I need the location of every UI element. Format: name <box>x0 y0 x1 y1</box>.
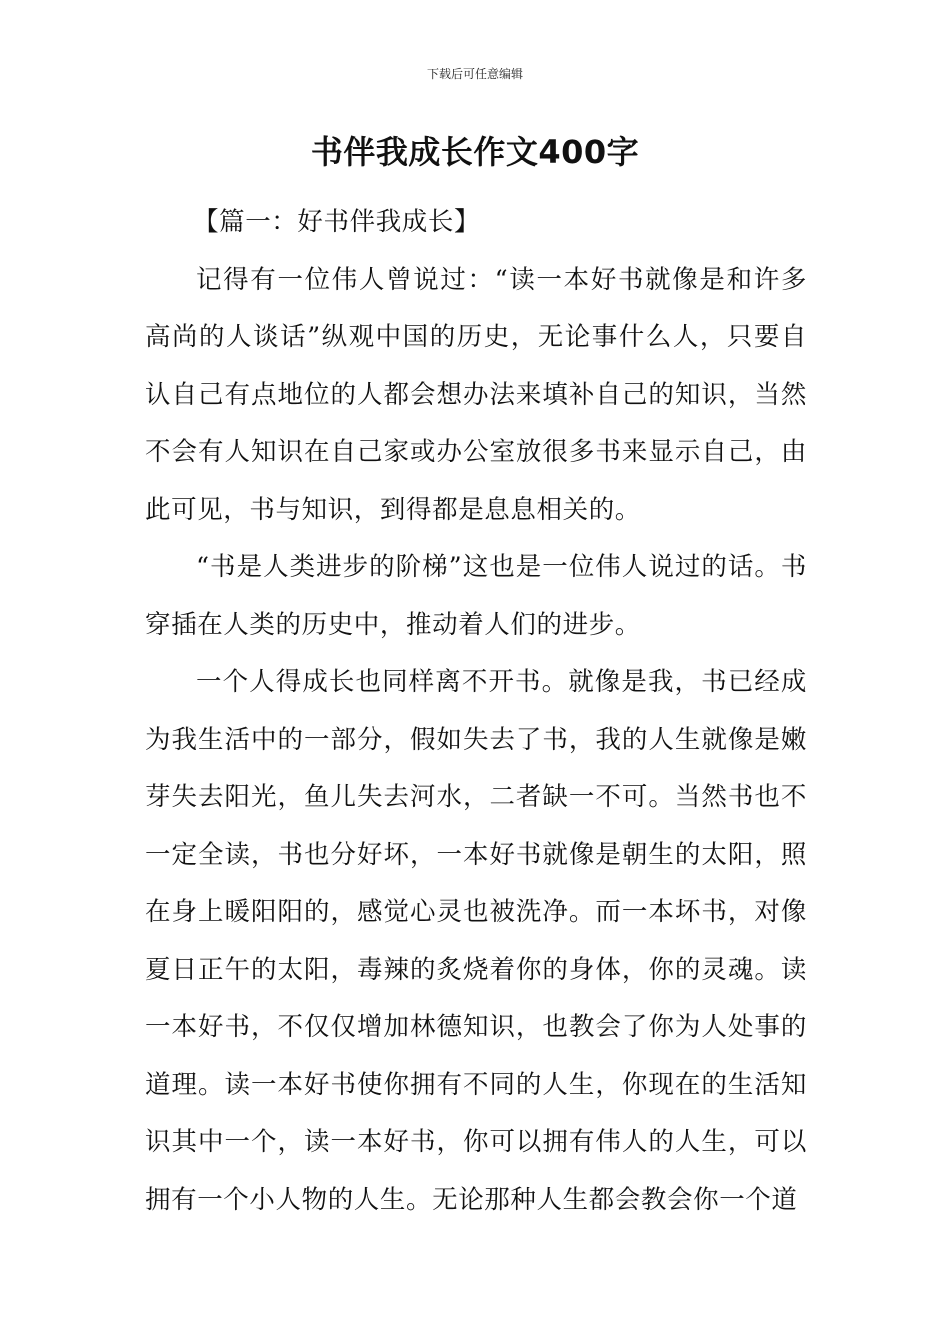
header-note: 下载后可任意编辑 <box>426 67 523 81</box>
paragraph-3: 一个人得成长也同样离不开书。就像是我，书已经成为我生活中的一部分，假如失去了书，我的人生就像是嫩芽失去阳光，鱼儿失去河水，二者缺一不可。当然书也不一定全读，书也分好坏，一本好书就像是朝生的太阳，照在身上暖阳阳的，感觉心灵也被洗净。而一本坏书，对像夏日正午的太阳，毒辣的炙烧着你的身体，你的灵魂。读一本好书，不仅仅增加林德知识，也教会了你为人处事的道理。读一本好书使你拥有不同的人生，你现在的生活知识其中一个，读一本好书，你可以拥有伟人的人生，可以拥有一个小人物的人生。无论那种人生都会教会你一个道 <box>145 667 807 1215</box>
paragraph-1: 记得有一位伟人曾说过：“读一本好书就像是和许多高尚的人谈话”纵观中国的历史，无论事什么人，只要自认自己有点地位的人都会想办法来填补自己的知识，当然不会有人知识在自己家或办公室放很多书来显示自己，由此可见，书与知识，到得都是息息相关的。 <box>145 264 807 525</box>
document-title: 书伴我成长作文400字 <box>310 133 640 171</box>
document-body <box>145 194 807 1229</box>
paragraph-2: “书是人类进步的阶梯”这也是一位伟人说过的话。书穿插在人类的历史中，推动着人们的进步。 <box>145 552 807 640</box>
section-heading: 【篇一：好书伴我成长】 <box>193 207 481 237</box>
